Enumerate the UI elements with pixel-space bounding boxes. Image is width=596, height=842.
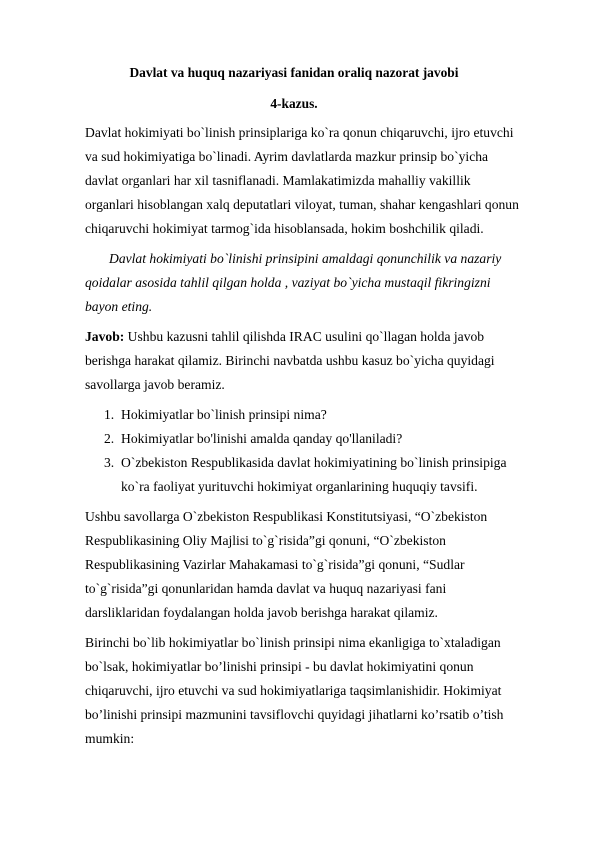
task-line: bayon eting. [85,299,153,314]
paragraph-line: chiqaruvchi hokimiyat tarmog`ida hisoblansada, hokim boshchilik qiladi. [85,221,484,236]
paragraph-line: to`g`risida”gi qonunlaridan hamda davlat va huquq nazariyasi fani [85,581,447,596]
paragraph-line: bo`lsak, hokimiyatlar bo’linishi prinsipi - bu davlat hokimiyatini qonun [85,659,474,674]
answer-line: berishga harakat qilamiz. Birinchi navbatda ushbu kasuz bo`yicha quyidagi [85,353,495,368]
list-number: 2. [104,431,115,446]
task-line: Davlat hokimiyati bo`linishi prinsipini amaldagi qonunchilik va nazariy [109,251,502,266]
case-number: 4-kazus. [270,96,318,111]
task-line: qoidalar asosida tahlil qilgan holda , vaziyat bo`yicha mustaqil fikringizni [85,275,491,290]
paragraph-line: davlat organlari har xil tasniflanadi. Mamlakatimizda mahalliy vakillik [85,173,471,188]
answer-text: Ushbu kazusni tahlil qilishda IRAC usulini qo`llagan holda javob [124,329,485,344]
paragraph-line: Respublikasining Oliy Majlisi to`g`risida”gi qonuni, “O`zbekiston [85,533,446,548]
paragraph-line: Birinchi bo`lib hokimiyatlar bo`linish prinsipi nima ekanligiga to`xtaladigan [85,635,501,650]
paragraph-line: bo’linishi prinsipi mazmunini tavsiflovchi quyidagi jihatlarni ko’rsatib o’tish [85,707,504,722]
list-item: Hokimiyatlar bo'linishi amalda qanday qo'llaniladi? [121,431,403,446]
paragraph-line: va sud hokimiyatiga bo`linadi. Ayrim davlatlarda mazkur prinsip bo`yicha [85,149,489,164]
answer-label: Javob: [85,329,125,344]
paragraph-line: Ushbu savollarga O`zbekiston Respublikasi Konstitutsiyasi, “O`zbekiston [85,509,488,524]
paragraph-line: Davlat hokimiyati bo`linish prinsiplariga ko`ra qonun chiqaruvchi, ijro etuvchi [85,125,514,140]
list-item: Hokimiyatlar bo`linish prinsipi nima? [121,407,327,422]
list-number: 1. [104,407,115,422]
list-item: ko`ra faoliyat yurituvchi hokimiyat organlarining huquqiy tavsifi. [121,479,478,494]
list-number: 3. [104,455,115,470]
paragraph-line: organlari hisoblangan xalq deputatlari viloyat, tuman, shahar kengashlari qonun [85,197,519,212]
paragraph-line: darsliklaridan foydalangan holda javob berishga harakat qilamiz. [85,605,438,620]
answer-line [85,328,484,346]
document-title: Davlat va huquq nazariyasi fanidan oraliq nazorat javobi [129,65,459,80]
answer-line: savollarga javob beramiz. [85,377,225,392]
paragraph-line: Respublikasining Vazirlar Mahakamasi to`g`risida”gi qonuni, “Sudlar [85,557,465,572]
paragraph-line: mumkin: [85,731,135,746]
paragraph-line: chiqaruvchi, ijro etuvchi va sud hokimiyatlariga taqsimlanishidir. Hokimiyat [85,683,502,698]
list-item: O`zbekiston Respublikasida davlat hokimiyatining bo`linish prinsipiga [121,455,507,470]
